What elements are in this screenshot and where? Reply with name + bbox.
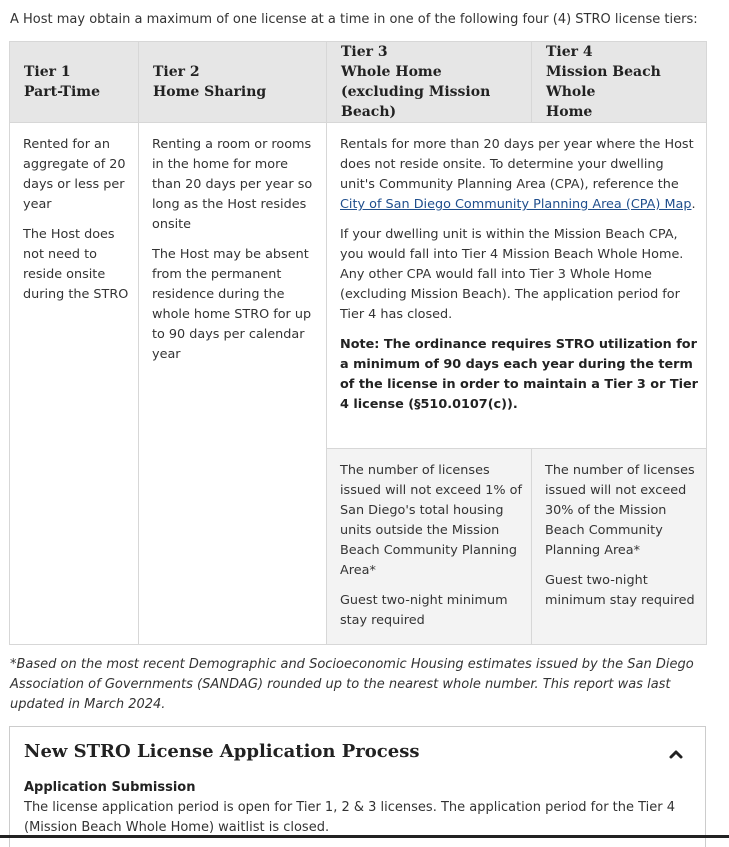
accordion-title[interactable]: New STRO License Application Process xyxy=(24,741,420,762)
tier2-cell xyxy=(139,123,327,645)
tier2-description: Renting a room or rooms in the home for more than 20 days per year so long as the Host resides onsite xyxy=(152,137,313,232)
tier1-header-line1: Tier 1 xyxy=(24,64,71,80)
tier34-cell xyxy=(327,123,707,449)
tier-table xyxy=(9,41,707,645)
tier4-minimum-stay: Guest two-night minimum stay required xyxy=(545,573,695,608)
tier3-minimum-stay: Guest two-night minimum stay required xyxy=(340,593,508,628)
application-process-accordion xyxy=(9,726,706,847)
tier2-header xyxy=(139,42,327,123)
tier3-header-line3: (excluding Mission Beach) xyxy=(341,84,491,120)
tier-description-row xyxy=(10,123,707,449)
tier3-header xyxy=(327,42,532,123)
tier2-header-line2: Home Sharing xyxy=(153,84,267,100)
intro-text: A Host may obtain a maximum of one license at a time in one of the following four (4) STRO license tiers: xyxy=(10,12,698,27)
tier2-residency: The Host may be absent from the permanent residence during the whole home STRO for up to 90 days per calendar year xyxy=(152,247,312,362)
tier-header-row xyxy=(10,42,707,123)
tier3-header-line2: Whole Home xyxy=(341,64,442,80)
ordinance-note: Note: The ordinance requires STRO utilization for a minimum of 90 days each year during the term of the license in order to maintain a Tier 3 or Tier 4 license (§510.0107(c)). xyxy=(340,337,698,412)
chevron-up-icon[interactable] xyxy=(667,745,685,763)
tier3-header-line1: Tier 3 xyxy=(341,44,388,60)
application-submission-text: The license application period is open for Tier 1, 2 & 3 licenses. The application period for the Tier 4 (Mission Beach Whole Home) waitlist is closed. xyxy=(24,800,676,835)
tier34-description xyxy=(340,135,698,215)
application-submission-heading: Application Submission xyxy=(24,780,196,795)
tier34-cpa-info: If your dwelling unit is within the Mission Beach CPA, you would fall into Tier 4 Mission Beach Whole Home. Any other CPA would fall into Tier 3 Whole Home (excluding Mission Beach). The application period for Tier 4 has closed. xyxy=(340,227,684,322)
tier4-license-cap: The number of licenses issued will not exceed 30% of the Mission Beach Community Planning Area* xyxy=(545,463,695,558)
tier4-header-line3: Home xyxy=(546,104,593,120)
tier1-cell xyxy=(10,123,139,645)
tier1-header-line2: Part-Time xyxy=(24,84,101,100)
tier4-header-line1: Tier 4 xyxy=(546,44,593,60)
tier34-description-text: Rentals for more than 20 days per year where the Host does not reside onsite. To determine your dwelling unit's Community Planning Area (CPA), reference the xyxy=(340,137,694,192)
sandag-footnote: *Based on the most recent Demographic and Socioeconomic Housing estimates issued by the San Diego Association of Governments (SANDAG) rounded up to the nearest whole number. This report was last updated in March 2024. xyxy=(10,657,694,712)
tier1-residency: The Host does not need to reside onsite during the STRO xyxy=(23,227,129,302)
tier4-limits-cell xyxy=(532,449,707,645)
tier3-limits-cell xyxy=(327,449,532,645)
tier4-header-line2: Mission Beach Whole xyxy=(546,64,661,100)
tier4-header xyxy=(532,42,707,123)
tier1-description: Rented for an aggregate of 20 days or less per year xyxy=(23,137,126,212)
tier1-header xyxy=(10,42,139,123)
tier2-header-line1: Tier 2 xyxy=(153,64,200,80)
tier34-description-end: . xyxy=(691,197,696,212)
tier3-license-cap: The number of licenses issued will not exceed 1% of San Diego's total housing units outside the Mission Beach Community Planning Area* xyxy=(340,463,522,578)
cpa-map-link[interactable]: City of San Diego Community Planning Area (CPA) Map xyxy=(340,197,692,212)
